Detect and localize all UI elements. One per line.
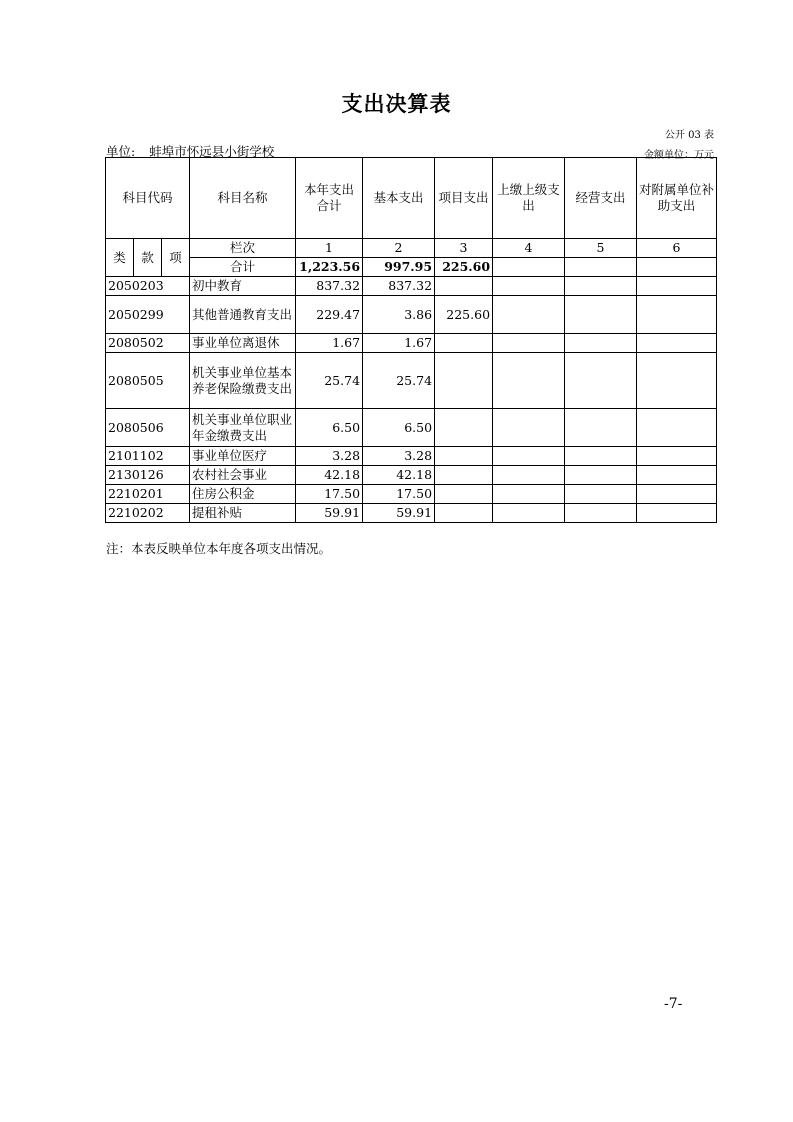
row-name: 提租补贴 — [190, 504, 296, 523]
sum-subsidiary — [637, 258, 717, 277]
table-row — [106, 485, 717, 504]
row-total: 59.91 — [296, 504, 363, 523]
row-name: 机关事业单位职业年金缴费支出 — [190, 409, 296, 447]
row-basic: 1.67 — [363, 334, 435, 353]
row-total: 837.32 — [296, 277, 363, 296]
table-row — [106, 504, 717, 523]
expenditure-table — [105, 157, 717, 523]
unit-label: 单位: — [106, 144, 136, 159]
row-total: 229.47 — [296, 296, 363, 334]
row-name: 其他普通教育支出 — [190, 296, 296, 334]
col-index-2: 2 — [363, 239, 435, 258]
sum-basic: 997.95 — [363, 258, 435, 277]
row-total: 3.28 — [296, 447, 363, 466]
table-row — [106, 296, 717, 334]
table-row — [106, 409, 717, 447]
row-total: 1.67 — [296, 334, 363, 353]
row-name: 初中教育 — [190, 277, 296, 296]
row-code: 2080502 — [106, 334, 190, 353]
row-total: 6.50 — [296, 409, 363, 447]
header-upper: 上缴上级支出 — [493, 158, 565, 239]
header-subsidiary: 对附属单位补助支出 — [637, 158, 717, 239]
row-basic: 3.86 — [363, 296, 435, 334]
page-number: -7- — [664, 996, 683, 1012]
sum-row — [106, 258, 717, 277]
row-project — [435, 353, 493, 409]
header-lei: 类 — [106, 239, 134, 277]
row-total: 17.50 — [296, 485, 363, 504]
form-number: 公开 03 表 — [664, 130, 714, 141]
header-xiang: 项 — [162, 239, 190, 277]
money-unit: 金额单位：万元 — [644, 150, 714, 161]
sum-total: 1,223.56 — [296, 258, 363, 277]
header-basic: 基本支出 — [363, 158, 435, 239]
row-basic: 42.18 — [363, 466, 435, 485]
row-total: 42.18 — [296, 466, 363, 485]
row-basic: 6.50 — [363, 409, 435, 447]
col-index-5: 5 — [565, 239, 637, 258]
row-code: 2130126 — [106, 466, 190, 485]
header-row — [106, 158, 717, 239]
sum-business — [565, 258, 637, 277]
row-project — [435, 447, 493, 466]
row-project — [435, 466, 493, 485]
header-code: 科目代码 — [106, 158, 190, 239]
header-name: 科目名称 — [190, 158, 296, 239]
row-basic: 3.28 — [363, 447, 435, 466]
row-code: 2080505 — [106, 353, 190, 409]
row-basic: 17.50 — [363, 485, 435, 504]
row-code: 2050299 — [106, 296, 190, 334]
table-row — [106, 277, 717, 296]
header-kuan: 款 — [134, 239, 162, 277]
row-basic: 837.32 — [363, 277, 435, 296]
row-project — [435, 485, 493, 504]
row-project: 225.60 — [435, 296, 493, 334]
row-project — [435, 277, 493, 296]
row-code: 2101102 — [106, 447, 190, 466]
col-index-4: 4 — [493, 239, 565, 258]
row-name: 住房公积金 — [190, 485, 296, 504]
table-note: 注：本表反映单位本年度各项支出情况。 — [106, 541, 332, 556]
sum-project: 225.60 — [435, 258, 493, 277]
col-index-6: 6 — [637, 239, 717, 258]
row-total: 25.74 — [296, 353, 363, 409]
sum-label: 合计 — [190, 258, 296, 277]
row-basic: 59.91 — [363, 504, 435, 523]
row-code: 2080506 — [106, 409, 190, 447]
sum-upper — [493, 258, 565, 277]
page-title: 支出决算表 — [341, 92, 452, 116]
unit-name: 蚌埠市怀远县小街学校 — [149, 144, 275, 159]
header-project: 项目支出 — [435, 158, 493, 239]
header-total: 本年支出合计 — [296, 158, 363, 239]
row-basic: 25.74 — [363, 353, 435, 409]
table-row — [106, 334, 717, 353]
row-project — [435, 409, 493, 447]
row-project — [435, 334, 493, 353]
row-code: 2210201 — [106, 485, 190, 504]
row-name: 农村社会事业 — [190, 466, 296, 485]
row-name: 事业单位医疗 — [190, 447, 296, 466]
header-lanci: 栏次 — [190, 239, 296, 258]
table-row — [106, 353, 717, 409]
col-index-3: 3 — [435, 239, 493, 258]
table-row — [106, 466, 717, 485]
column-index-row — [106, 239, 717, 258]
header-business: 经营支出 — [565, 158, 637, 239]
row-name: 机关事业单位基本养老保险缴费支出 — [190, 353, 296, 409]
col-index-1: 1 — [296, 239, 363, 258]
row-code: 2210202 — [106, 504, 190, 523]
table-row — [106, 447, 717, 466]
row-name: 事业单位离退休 — [190, 334, 296, 353]
row-code: 2050203 — [106, 277, 190, 296]
row-project — [435, 504, 493, 523]
